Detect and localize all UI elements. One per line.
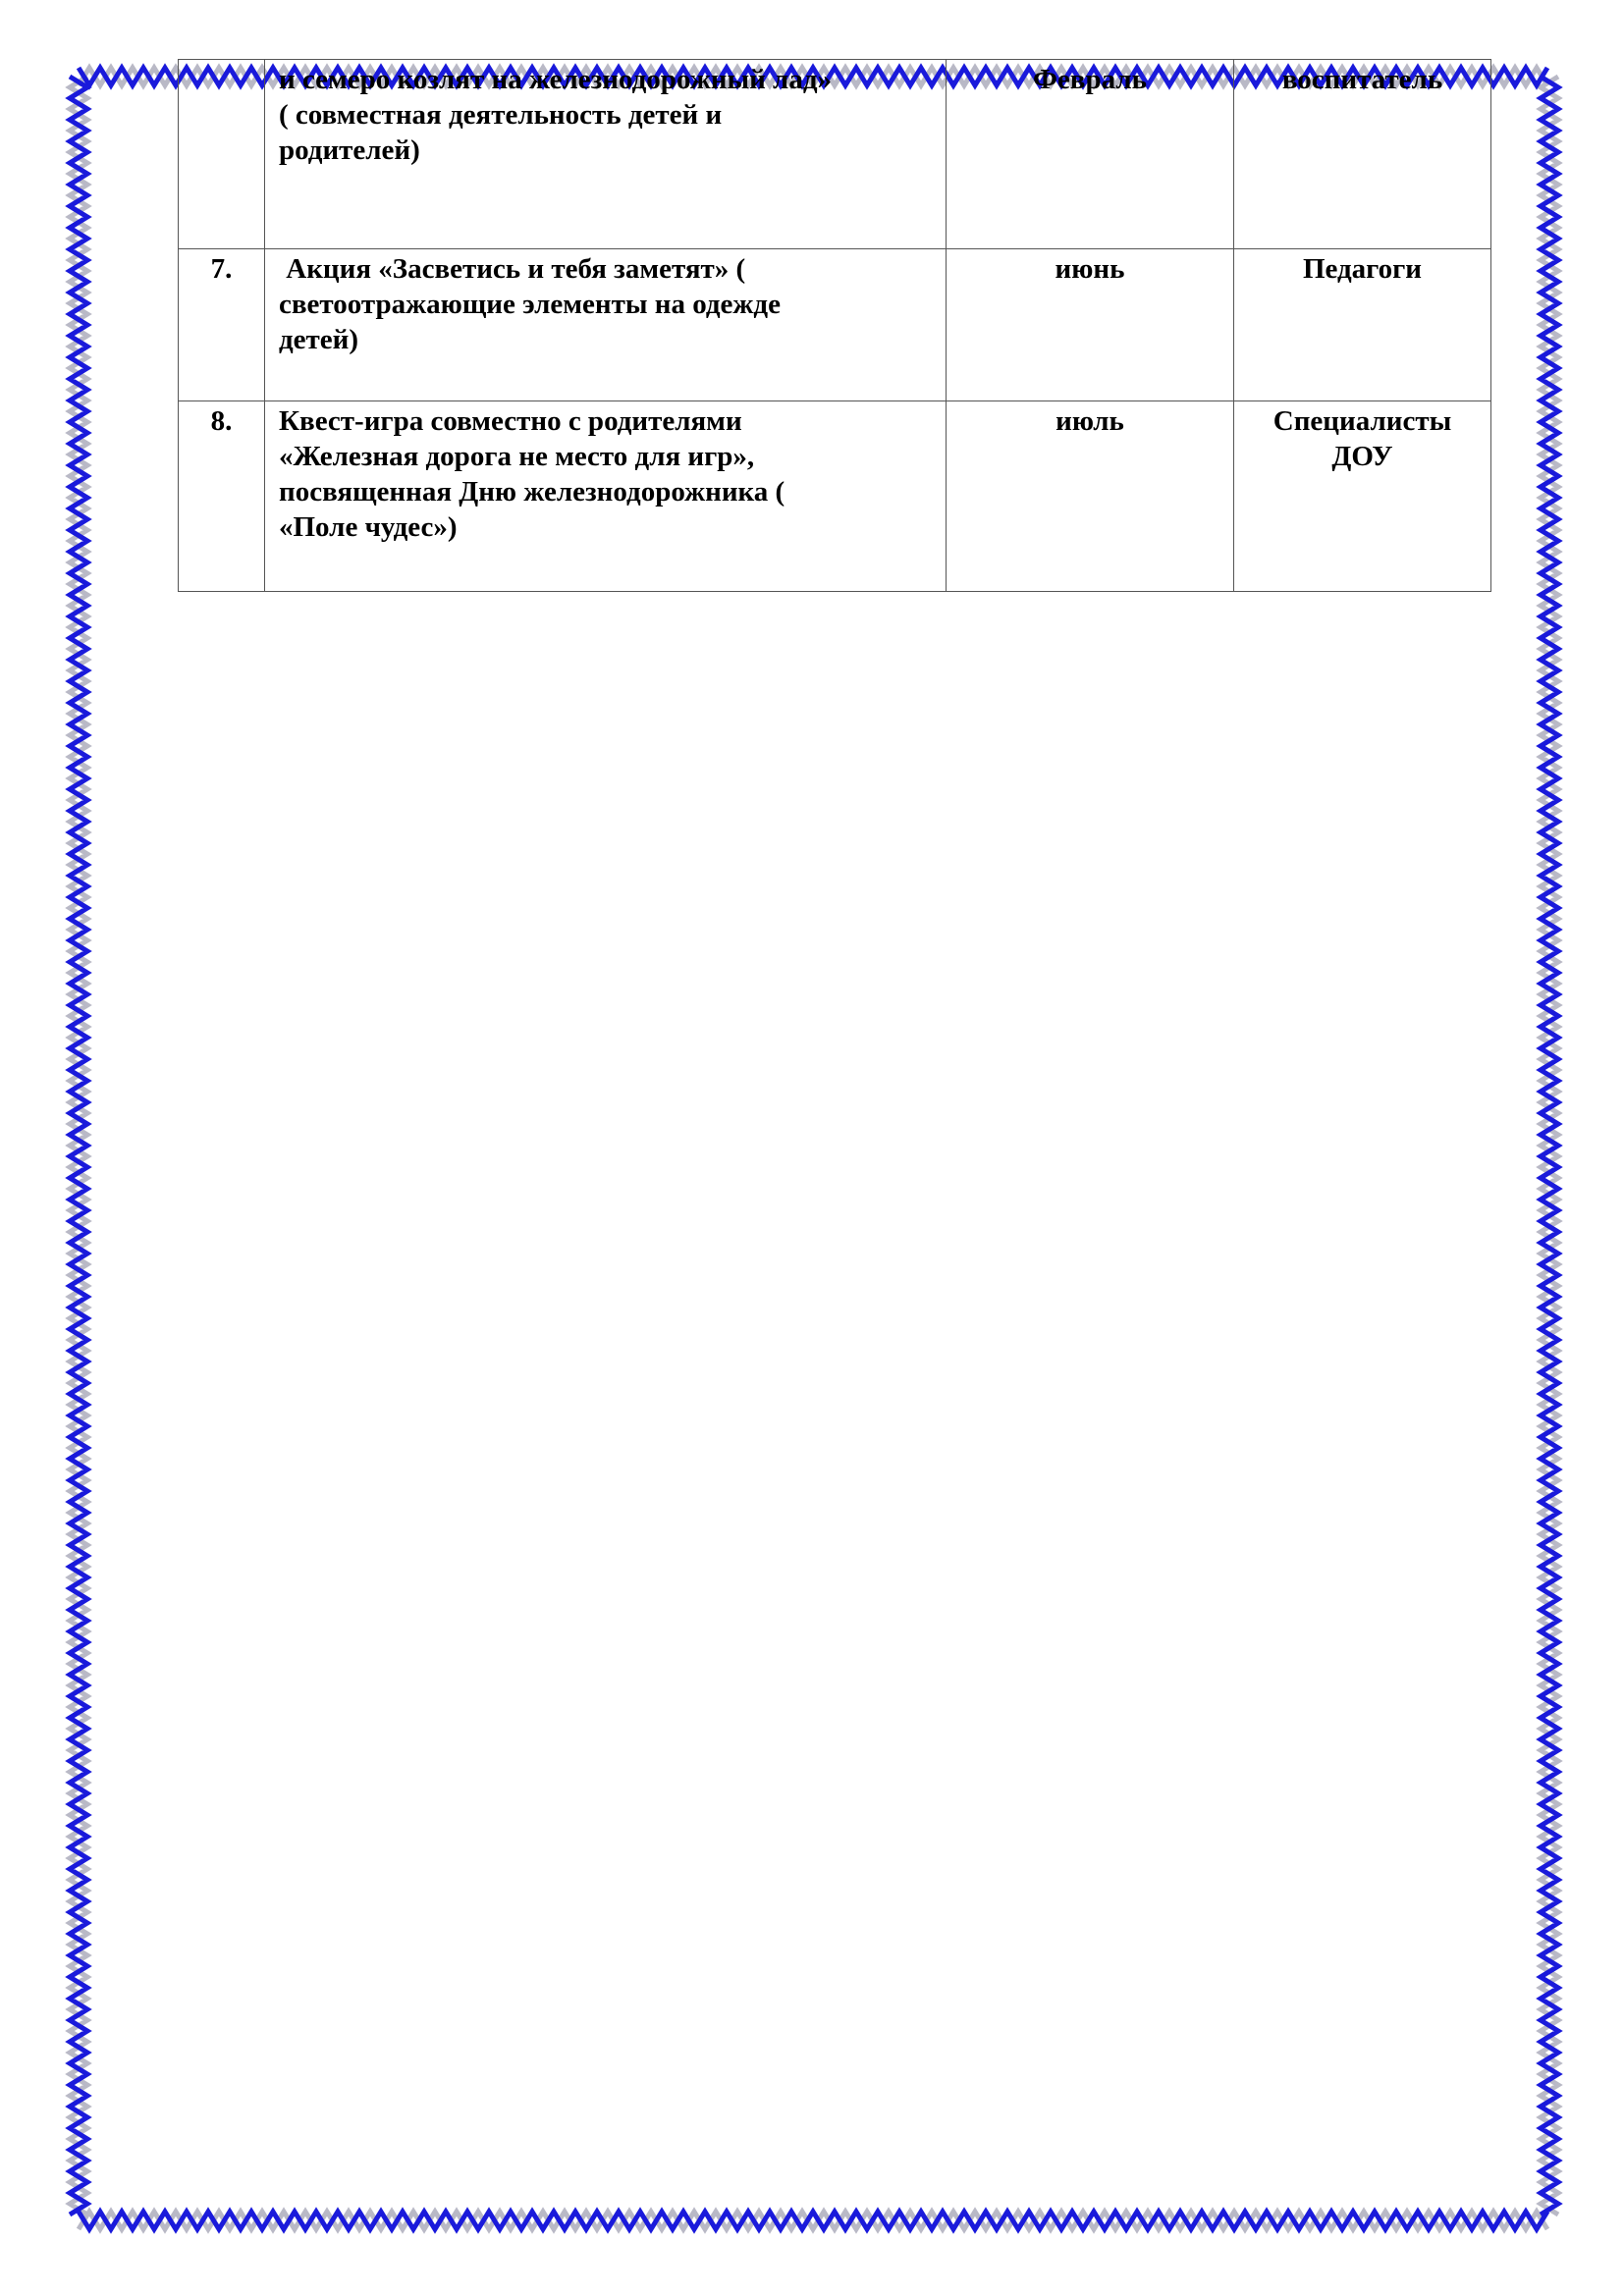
responsible-cell xyxy=(1234,401,1491,592)
row-number: 8. xyxy=(179,401,265,592)
table-row xyxy=(179,401,1491,592)
row-number: 7. xyxy=(179,249,265,401)
event-line: ( совместная деятельность детей и xyxy=(279,99,723,131)
event-line: детей) xyxy=(279,324,359,355)
event-line: Акция «Засветись и тебя заметят» ( xyxy=(279,253,746,285)
event-line: и семеро козлят на железнодорожный лад» xyxy=(279,64,832,95)
event-line: светоотражающие элементы на одежде xyxy=(279,289,781,320)
date-cell: июль xyxy=(947,401,1234,592)
responsible-line: ДОУ xyxy=(1331,441,1393,472)
responsible-line: Педагоги xyxy=(1302,253,1423,285)
responsible-line: Специалисты xyxy=(1272,405,1452,437)
responsible-line: воспитатель xyxy=(1281,64,1443,95)
event-line: родителей) xyxy=(279,134,420,166)
responsible-cell xyxy=(1234,249,1491,401)
date-cell: Февраль xyxy=(947,60,1234,249)
event-line: Квест-игра совместно с родителями xyxy=(279,405,742,437)
event-cell xyxy=(265,401,947,592)
table-row xyxy=(179,60,1491,249)
event-cell xyxy=(265,60,947,249)
row-number xyxy=(179,60,265,249)
responsible-cell xyxy=(1234,60,1491,249)
event-plan-table xyxy=(178,59,1491,592)
event-line: «Железная дорога не место для игр», xyxy=(279,441,755,472)
event-line: посвященная Дню железнодорожника ( xyxy=(279,476,785,507)
event-cell xyxy=(265,249,947,401)
event-line: «Поле чудес») xyxy=(279,511,458,543)
date-cell: июнь xyxy=(947,249,1234,401)
event-plan-table-region xyxy=(178,64,1490,543)
table-row xyxy=(179,249,1491,401)
